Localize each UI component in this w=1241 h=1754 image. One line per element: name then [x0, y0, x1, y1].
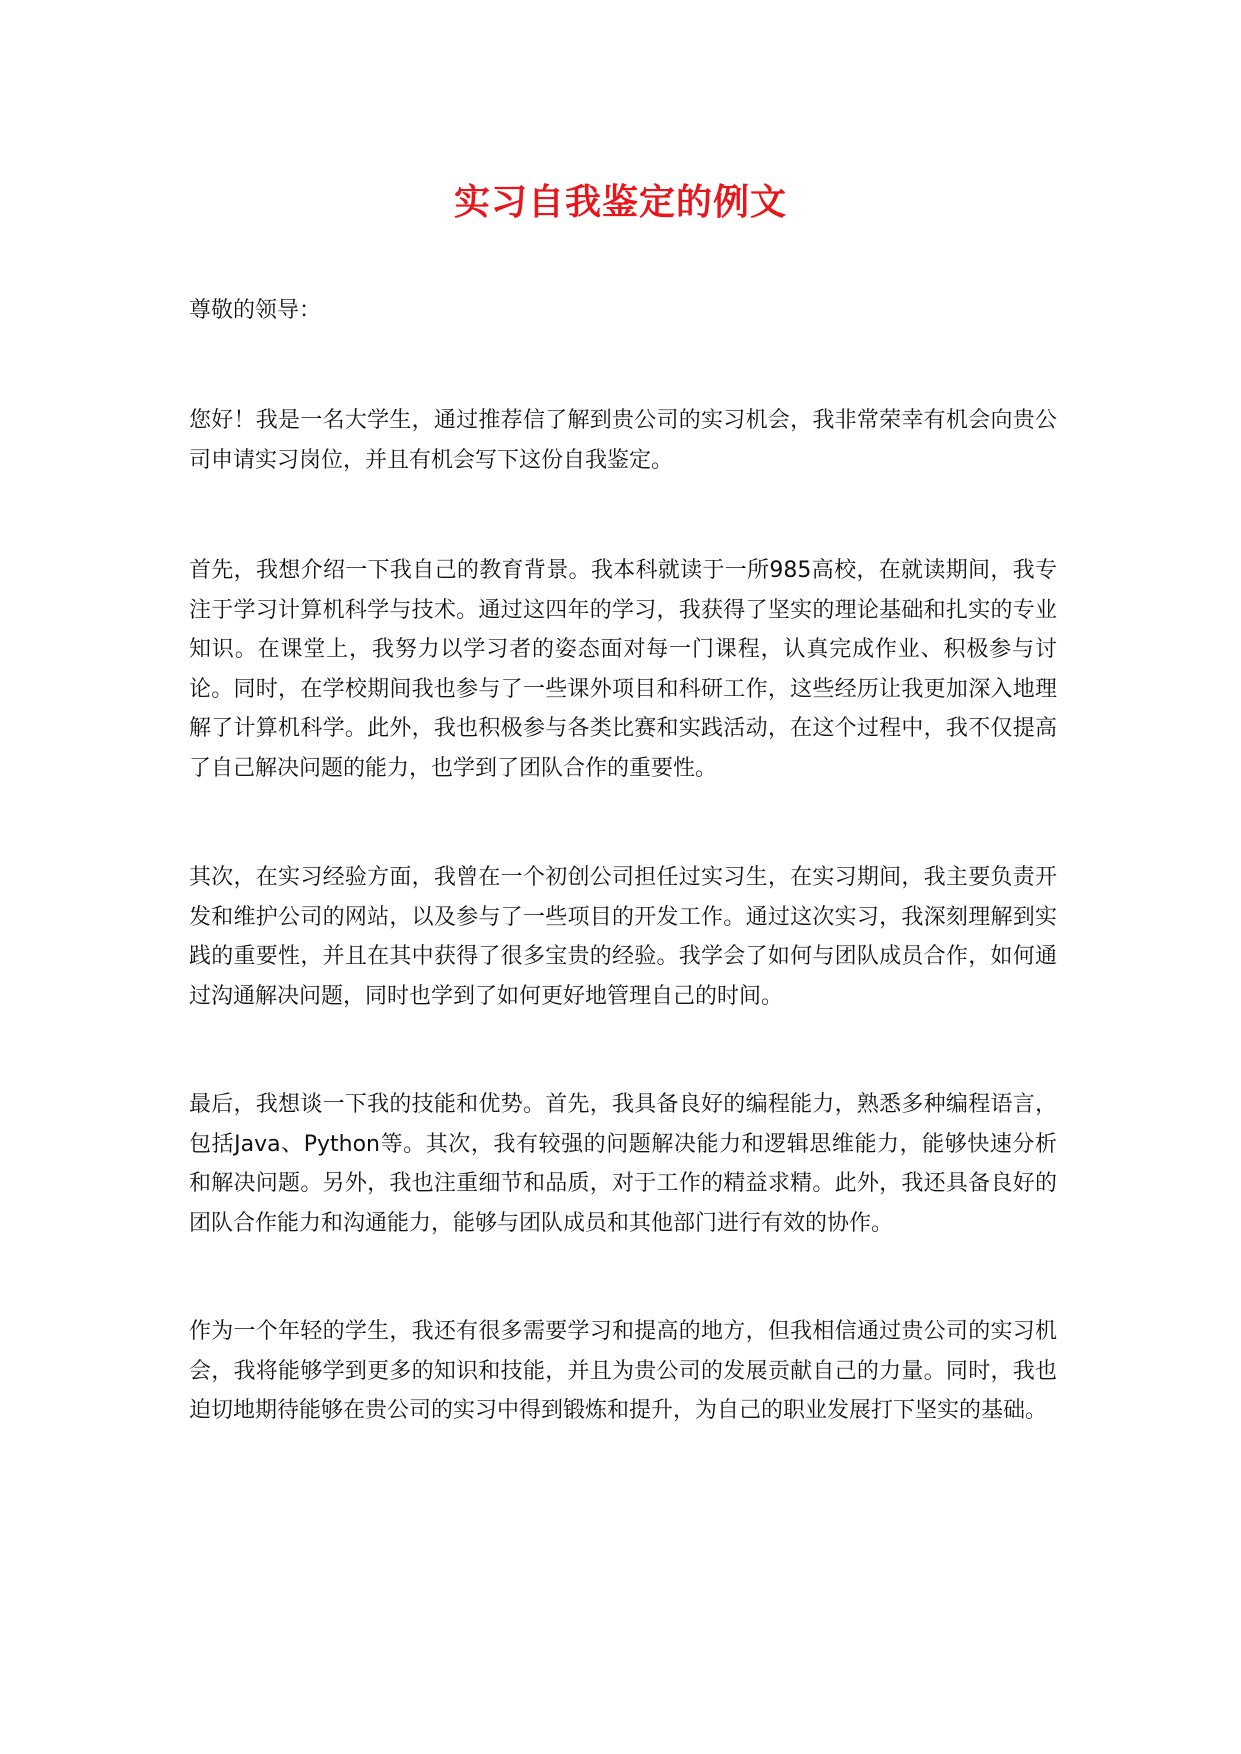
paragraph-conclusion: 作为一个年轻的学生，我还有很多需要学习和提高的地方，但我相信通过贵公司的实习机会，我将能够学到更多的知识和技能，并且为贵公司的发展贡献自己的力量。同时，我也迫切地期待能够在贵公司的实习中得到锻炼和提升，为自己的职业发展打下坚实的基础。	[189, 1319, 1057, 1423]
paragraph-skills: 最后，我想谈一下我的技能和优势。首先，我具备良好的编程能力，熟悉多种编程语言，包括Java、Python等。其次，我有较强的问题解决能力和逻辑思维能力，能够快速分析和解决问题。另外，我也注重细节和品质，对于工作的精益求精。此外，我还具备良好的团队合作能力和沟通能力，能够与团队成员和其他部门进行有效的协作。	[189, 1092, 1057, 1236]
paragraph-education: 首先，我想介绍一下我自己的教育背景。我本科就读于一所985高校，在就读期间，我专注于学习计算机科学与技术。通过这四年的学习，我获得了坚实的理论基础和扎实的专业知识。在课堂上，我努力以学习者的姿态面对每一门课程，认真完成作业、积极参与讨论。同时，在学校期间我也参与了一些课外项目和科研工作，这些经历让我更加深入地理解了计算机科学。此外，我也积极参与各类比赛和实践活动，在这个过程中，我不仅提高了自己解决问题的能力，也学到了团队合作的重要性。	[189, 558, 1057, 781]
paragraph-introduction: 您好！我是一名大学生，通过推荐信了解到贵公司的实习机会，我非常荣幸有机会向贵公司申请实习岗位，并且有机会写下这份自我鉴定。	[189, 408, 1057, 473]
greeting: 尊敬的领导：	[189, 298, 322, 323]
paragraph-experience: 其次，在实习经验方面，我曾在一个初创公司担任过实习生，在实习期间，我主要负责开发和维护公司的网站，以及参与了一些项目的开发工作。通过这次实习，我深刻理解到实践的重要性，并且在其中获得了很多宝贵的经验。我学会了如何与团队成员合作，如何通过沟通解决问题，同时也学到了如何更好地管理自己的时间。	[189, 865, 1057, 1009]
document-title: 实习自我鉴定的例文	[453, 182, 787, 223]
